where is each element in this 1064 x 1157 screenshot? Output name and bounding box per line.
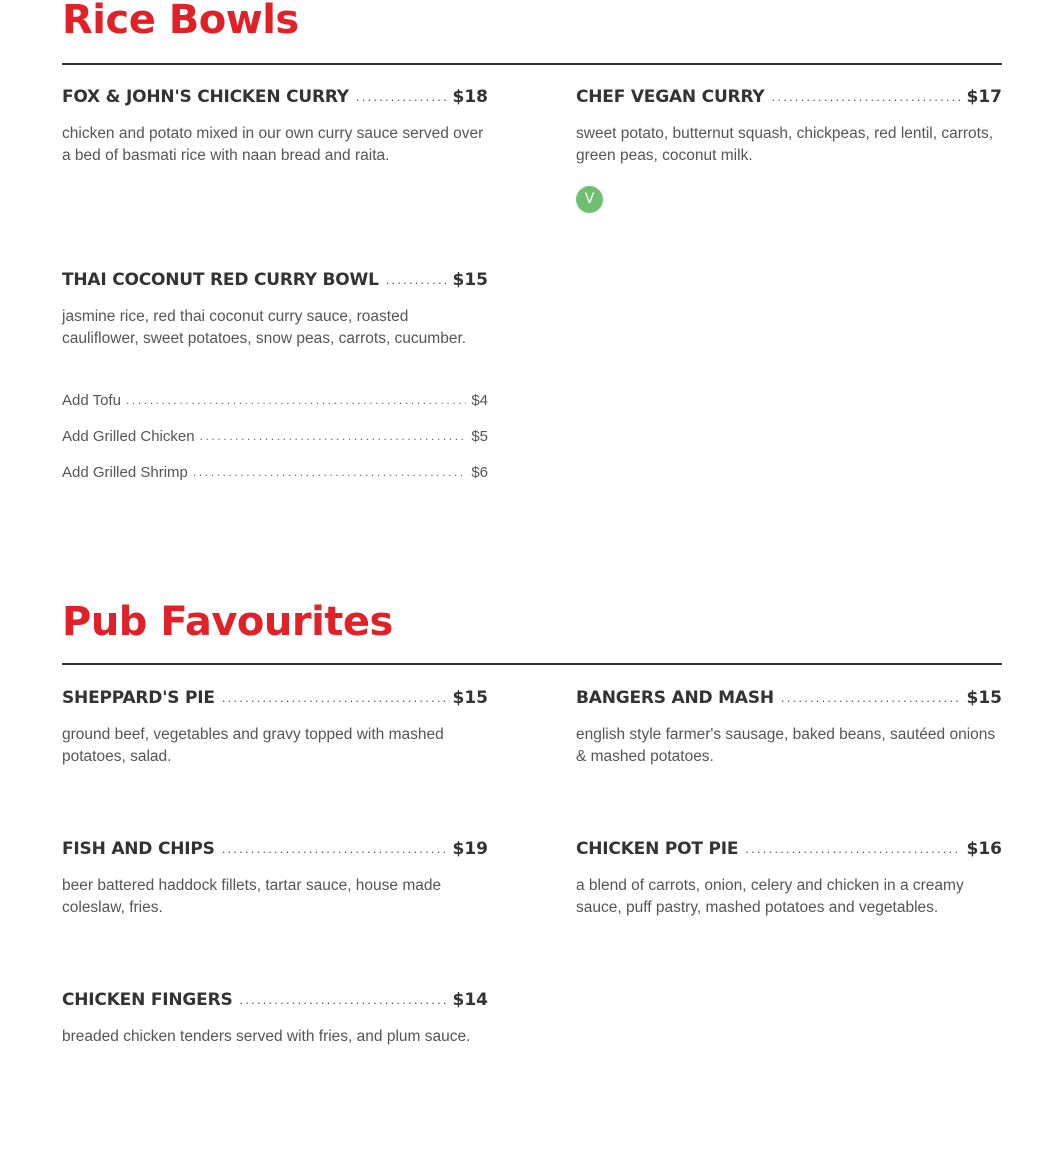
menu-item-price: $14 (452, 990, 488, 1010)
dot-leader (745, 842, 959, 855)
menu-item-description: jasmine rice, red thai coconut curry sauce, roasted cauliflower, sweet potatoes, snow peas, carrots, cucumber. (62, 308, 467, 347)
dot-leader (240, 993, 446, 1006)
menu-item-header (62, 688, 488, 712)
menu-item-price: $19 (452, 839, 488, 859)
addon-name: Add Tofu (62, 392, 121, 409)
menu-item-description: a blend of carrots, onion, celery and chicken in a creamy sauce, puff pastry, mashed potatoes and vegetables. (576, 877, 964, 916)
menu-item-header (62, 839, 488, 863)
dot-leader (200, 430, 467, 442)
menu-item-name: CHEF VEGAN CURRY (576, 87, 765, 107)
addon-row (62, 428, 488, 448)
addon-price: $6 (471, 464, 488, 481)
menu-item-header (576, 87, 1002, 111)
addon-name: Add Grilled Chicken (62, 428, 195, 445)
menu-item-name: SHEPPARD'S PIE (62, 688, 215, 708)
menu-item-header (62, 990, 488, 1014)
section-title: Rice Bowls (62, 0, 299, 43)
section-divider (62, 663, 1002, 665)
section-rice-bowls (62, 0, 1002, 520)
menu-item-name: FOX & JOHN'S CHICKEN CURRY (62, 87, 349, 107)
menu-item-name: FISH AND CHIPS (62, 839, 215, 859)
menu-item-description: sweet potato, butternut squash, chickpeas, red lentil, carrots, green peas, coconut milk. (576, 125, 994, 164)
menu-item-price: $15 (966, 688, 1002, 708)
menu-item-description: english style farmer's sausage, baked beans, sautéed onions & mashed potatoes. (576, 726, 996, 765)
section-divider (62, 63, 1002, 65)
menu-item-price: $16 (966, 839, 1002, 859)
menu-item (576, 688, 1002, 768)
dot-leader (222, 691, 446, 704)
menu-item-name: CHICKEN POT PIE (576, 839, 739, 859)
dot-leader (772, 90, 960, 103)
menu-item-name: CHICKEN FINGERS (62, 990, 233, 1010)
menu-item (576, 839, 1002, 919)
vegan-badge-icon: V (576, 186, 603, 213)
menu-item-name: THAI COCONUT RED CURRY BOWL (62, 270, 379, 290)
menu-item (62, 688, 488, 768)
menu-item-description: breaded chicken tenders served with fries, and plum sauce. (62, 1028, 471, 1045)
menu-item-price: $17 (966, 87, 1002, 107)
menu-item (62, 990, 488, 1048)
menu-item-description: beer battered haddock fillets, tartar sauce, house made coleslaw, fries. (62, 877, 442, 916)
menu-item-name: BANGERS AND MASH (576, 688, 774, 708)
addon-name: Add Grilled Shrimp (62, 464, 188, 481)
addon-price: $5 (471, 428, 488, 445)
menu-item-header (62, 270, 488, 294)
menu-item-header (576, 688, 1002, 712)
menu-item-price: $18 (452, 87, 488, 107)
menu-item-price: $15 (452, 270, 488, 290)
addon-row (62, 392, 488, 412)
menu-item-description: chicken and potato mixed in our own curry sauce served over a bed of basmati rice with naan bread and raita. (62, 125, 484, 164)
dot-leader (126, 394, 466, 406)
addon-price: $4 (471, 392, 488, 409)
section-pub-favourites (62, 600, 1002, 1100)
dot-leader (781, 691, 960, 704)
addon-row (62, 464, 488, 484)
dot-leader (222, 842, 446, 855)
menu-item-header (576, 839, 1002, 863)
dot-leader (356, 90, 446, 103)
menu-item-description: ground beef, vegetables and gravy topped with mashed potatoes, salad. (62, 726, 444, 765)
menu-item (62, 270, 488, 481)
dot-leader (193, 466, 466, 478)
menu-item-header (62, 87, 488, 111)
menu-item-price: $15 (452, 688, 488, 708)
menu-item (62, 87, 488, 167)
section-title: Pub Favourites (62, 599, 393, 645)
dot-leader (386, 273, 446, 286)
menu-item (576, 87, 1002, 207)
menu-item (62, 839, 488, 919)
